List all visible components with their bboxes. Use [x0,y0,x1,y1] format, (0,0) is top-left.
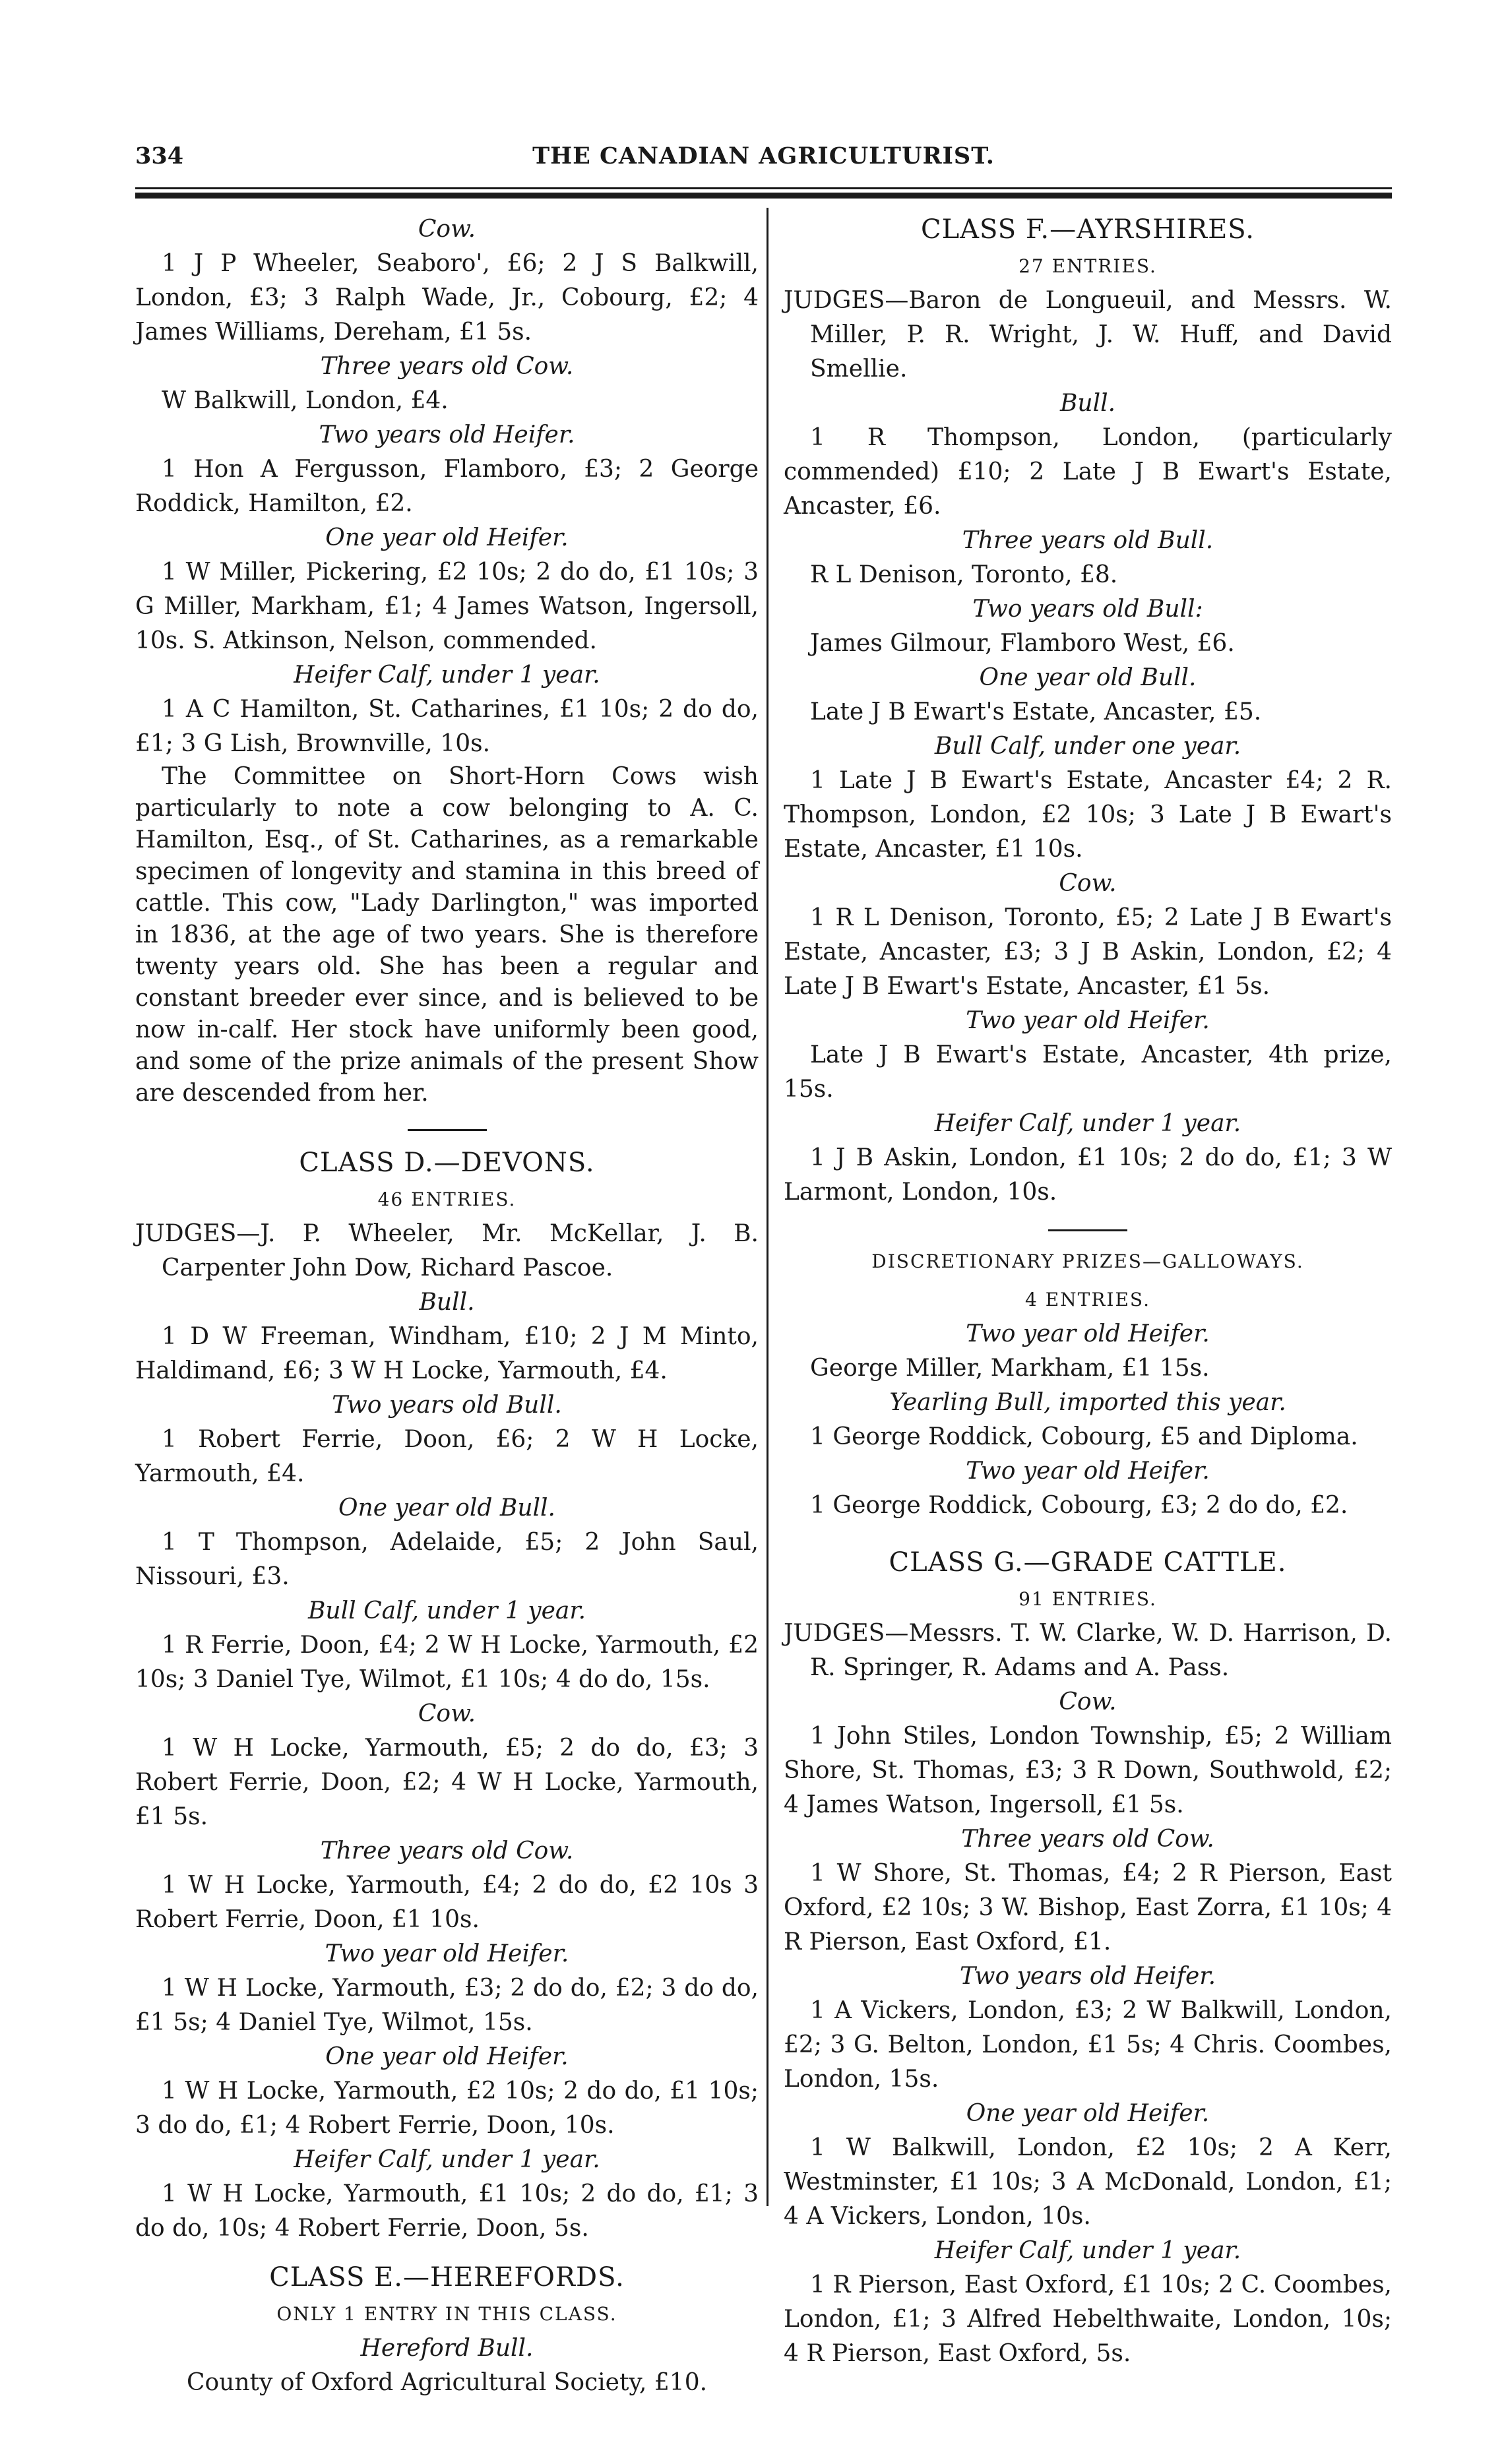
subheading: Two year old Heifer. [325,1940,569,1967]
subheading: One year old Heifer. [966,2100,1210,2127]
prize-list: James Gilmour, Flamboro West, £6. [810,630,1235,657]
prize-list: 1 T Thompson, Adelaide, £5; 2 John Saul, Nissouri, £3. [135,1529,759,1590]
judges-label: JUDGES [784,1620,885,1647]
subheading: Two year old Heifer. [966,1320,1210,1347]
judges-label: JUDGES [135,1220,237,1247]
subheading: Three years old Cow. [320,1837,574,1864]
subheading: Yearling Bull, imported this year. [889,1389,1286,1416]
class-title: CLASS F.—AYRSHIRES. [921,214,1255,245]
entries-count: ONLY 1 ENTRY IN THIS CLASS. [276,2303,617,2325]
subheading: Bull Calf, under one year. [934,733,1241,760]
page-header [135,139,1392,178]
subheading: Heifer Calf, under 1 year. [294,2146,600,2173]
subheading: Three years old Bull. [962,527,1214,554]
entries-count: 4 ENTRIES. [1025,1289,1150,1310]
subheading: Two years old Heifer. [959,1963,1216,1990]
class-title: CLASS G.—GRADE CATTLE. [889,1547,1287,1578]
subheading: One year old Bull. [979,664,1197,691]
subheading: Three years old Cow. [961,1826,1214,1853]
section-separator [408,1129,487,1131]
prize-list: 1 W H Locke, Yarmouth, £3; 2 do do, £2; 3 do do, £1 5s; 4 Daniel Tye, Wilmot, 15s. [135,1975,759,2036]
judges-list [784,284,1392,386]
prize-list: 1 J B Askin, London, £1 10s; 2 do do, £1; 3 W Larmont, London, 10s. [784,1144,1392,1206]
entries-count: 27 ENTRIES. [1018,255,1157,277]
prize-list: 1 R Ferrie, Doon, £4; 2 W H Locke, Yarmouth, £2 10s; 3 Daniel Tye, Wilmot, £1 10s; 4 do do, 15s. [135,1632,759,1693]
column-divider [767,208,768,2206]
prize-list: 1 W H Locke, Yarmouth, £5; 2 do do, £3; 3 Robert Ferrie, Doon, £2; 4 W H Locke, Yarmouth, £1 5s. [135,1735,759,1830]
judges-names: —Messrs. T. W. Clarke, W. D. Harrison, D. R. Springer, R. Adams and A. Pass. [810,1620,1392,1681]
judges-list [784,1617,1392,1685]
prize-list: 1 John Stiles, London Township, £5; 2 William Shore, St. Thomas, £3; 3 R Down, Southwold, £2; 4 James Watson, Ingersoll, £1 5s. [784,1723,1392,1818]
subheading: Cow. [418,216,476,243]
prize-list: 1 Hon A Fergusson, Flamboro, £3; 2 George Roddick, Hamilton, £2. [135,456,759,517]
prize-list: 1 D W Freeman, Windham, £10; 2 J M Minto, Haldimand, £6; 3 W H Locke, Yarmouth, £4. [135,1323,759,1384]
prize-list: 1 W H Locke, Yarmouth, £4; 2 do do, £2 10s 3 Robert Ferrie, Doon, £1 10s. [135,1872,759,1933]
class-title: CLASS D.—DEVONS. [299,1148,595,1178]
subheading: Two years old Bull: [972,596,1203,623]
subheading: Bull. [1059,390,1116,417]
judges-names: —Baron de Longueuil, and Messrs. W. Miller, P. R. Wright, J. W. Huff, and David Smellie. [810,287,1392,383]
subheading: Heifer Calf, under 1 year. [934,2237,1241,2264]
subheading: Heifer Calf, under 1 year. [294,662,600,689]
prize-list: 1 W Balkwill, London, £2 10s; 2 A Kerr, Westminster, £1 10s; 3 A McDonald, London, £1; 4 A Vickers, London, 10s. [784,2134,1392,2230]
subheading: Cow. [418,1700,476,1727]
header-rule-thick [135,193,1392,199]
prize-list: 1 W H Locke, Yarmouth, £2 10s; 2 do do, £1 10s; 3 do do, £1; 4 Robert Ferrie, Doon, 10s. [135,2078,759,2139]
subheading: Bull Calf, under 1 year. [307,1597,586,1624]
section-separator [1048,1229,1127,1231]
prize-list: 1 R Pierson, East Oxford, £1 10s; 2 C. Coombes, London, £1; 3 Alfred Hebelthwaite, London, 10s; 4 R Pierson, East Oxford, 5s. [784,2271,1392,2367]
prize-list: 1 George Roddick, Cobourg, £3; 2 do do, £2. [810,1492,1348,1519]
prize-list: 1 Robert Ferrie, Doon, £6; 2 W H Locke, Yarmouth, £4. [135,1426,759,1487]
prize-list: R L Denison, Toronto, £8. [810,561,1118,588]
judges-names: —J. P. Wheeler, Mr. McKellar, J. B. Carpenter John Dow, Richard Pascoe. [162,1220,759,1281]
entries-count: 91 ENTRIES. [1018,1588,1157,1610]
prize-list: W Balkwill, London, £4. [162,387,449,414]
prize-list: 1 W H Locke, Yarmouth, £1 10s; 2 do do, £1; 3 do do, 10s; 4 Robert Ferrie, Doon, 5s. [135,2180,759,2242]
prize-list: 1 R Thompson, London, (particularly commended) £10; 2 Late J B Ewart's Estate, Ancaster, £6. [784,424,1392,520]
left-column [135,212,759,2400]
prize-list: 1 W Shore, St. Thomas, £4; 2 R Pierson, East Oxford, £2 10s; 3 W. Bishop, East Zorra, £1 10s; 4 R Pierson, East Oxford, £1. [784,1860,1392,1956]
prize-list: Late J B Ewart's Estate, Ancaster, £5. [810,698,1262,725]
subheading: One year old Heifer. [325,524,569,551]
prize-list: 1 W Miller, Pickering, £2 10s; 2 do do, £1 10s; 3 G Miller, Markham, £1; 4 James Watson, Ingersoll, 10s. S. Atkinson, Nelson, commended. [135,559,759,654]
subheading: Two years old Heifer. [319,421,575,448]
running-title: THE CANADIAN AGRICULTURIST. [532,142,995,169]
subheading: One year old Bull. [338,1494,555,1522]
subheading: Heifer Calf, under 1 year. [934,1110,1241,1137]
subheading: Two years old Bull. [332,1392,562,1419]
prize-list: 1 George Roddick, Cobourg, £5 and Diploma. [810,1423,1358,1450]
prize-list: Late J B Ewart's Estate, Ancaster, 4th prize, 15s. [784,1041,1392,1103]
header-rule-thin [135,187,1392,189]
prize-list: 1 A C Hamilton, St. Catharines, £1 10s; 2 do do, £1; 3 G Lish, Brownville, 10s. [135,696,759,757]
subheading: One year old Heifer. [325,2043,569,2070]
right-column [784,212,1392,2371]
prize-list: 1 A Vickers, London, £3; 2 W Balkwill, London, £2; 3 G. Belton, London, £1 5s; 4 Chris. Coombes, London, 15s. [784,1997,1392,2093]
judges-list [135,1217,759,1285]
subheading: Three years old Cow. [320,353,574,380]
subheading: Bull. [419,1289,475,1316]
prize-list: 1 Late J B Ewart's Estate, Ancaster £4; 2 R. Thompson, London, £2 10s; 3 Late J B Ewart's Estate, Ancaster, £1 10s. [784,767,1392,863]
subheading: Cow. [1059,870,1117,897]
entries-count: 46 ENTRIES. [377,1188,517,1210]
prize-list: 1 R L Denison, Toronto, £5; 2 Late J B Ewart's Estate, Ancaster, £3; 3 J B Askin, London, £2; 4 Late J B Ewart's Estate, Ancaster, £1 5s. [784,904,1392,1000]
prize-list: George Miller, Markham, £1 15s. [810,1355,1210,1382]
judges-label: JUDGES [784,287,885,314]
subheading: Hereford Bull. [360,2335,534,2362]
prize-list: 1 J P Wheeler, Seaboro', £6; 2 J S Balkwill, London, £3; 3 Ralph Wade, Jr., Cobourg, £2; 4 James Williams, Dereham, £1 5s. [135,250,759,346]
subheading: Two year old Heifer. [966,1007,1210,1034]
subheading: Cow. [1059,1688,1117,1715]
page-number: 334 [135,142,184,169]
committee-note: The Committee on Short-Horn Cows wish particularly to note a cow belonging to A. C. Hamilton, Esq., of St. Catharines, as a remarkable specimen of longevity and stamina in this breed of cattle. This cow, "Lady Darlington," was imported in 1836, at the age of two years. She is therefore twenty years old. She has been a regular and constant breeder ever since, and is believed to be now in-calf. Her stock have uniformly been good, and some of the prize animals of the present Show are descended from her. [135,763,759,1107]
prize-list: County of Oxford Agricultural Society, £10. [186,2369,708,2396]
section-title: DISCRETIONARY PRIZES—GALLOWAYS. [871,1250,1304,1272]
class-title: CLASS E.—HEREFORDS. [269,2262,625,2293]
subheading: Two year old Heifer. [966,1458,1210,1485]
